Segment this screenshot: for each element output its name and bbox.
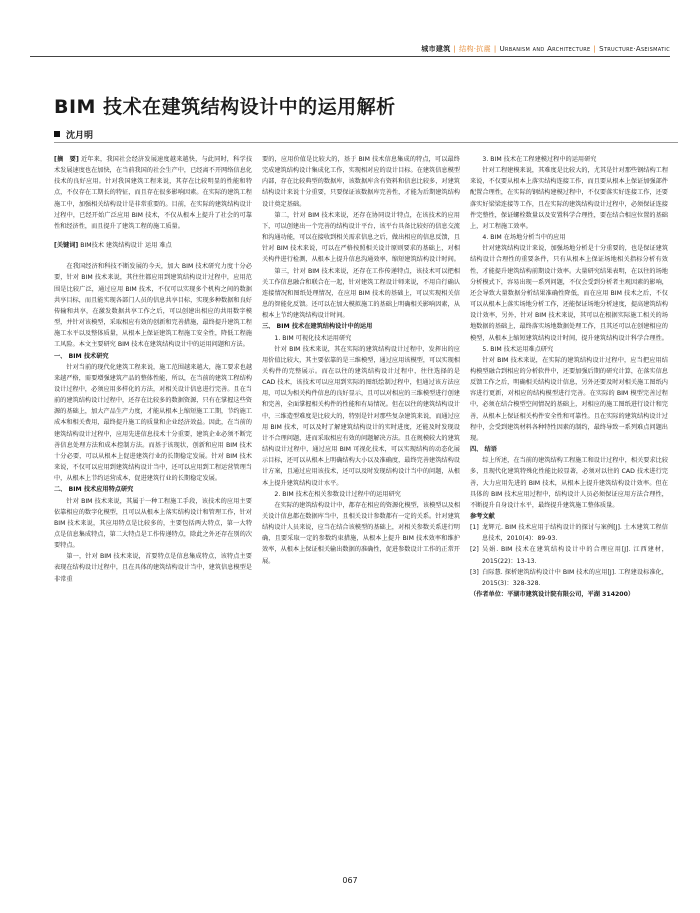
section-heading: 二、 BIM 技术应用特点研究 — [54, 486, 134, 494]
square-bullet-icon — [54, 131, 60, 137]
paragraph: 综上所述，在当前的建筑结构工程施工和设计过程中，相关要求比较多，且现代化建筑特殊化性能比较显著，必须对以往的 CAD 技术进行完善，大力应用先进的 BIM 技术，从根本上提升建筑结构设计效率。但在具体的 BIM 技术应用过程中，结构设计人员必须保证应用方法合理性，不断提升自身设计水平，最终提升建筑施工整体质量。 — [470, 457, 669, 509]
keywords — [54, 240, 252, 251]
article-title: BIM 技术在建筑结构设计中的运用解析 — [54, 96, 396, 118]
reference-item — [470, 544, 668, 566]
author-name: 沈月明 — [66, 131, 94, 141]
subsection-heading: 5. BIM 技术运用难点研究 — [482, 345, 554, 353]
reference-item — [470, 522, 668, 544]
column-2 — [262, 154, 460, 567]
reference-item — [470, 567, 668, 589]
header-rule — [30, 56, 670, 57]
reference-text: 吴娟. BIM 技术在建筑结构设计中的合理应用[J]. 江西建材，2015(22)：13-13. — [482, 546, 668, 565]
column-1-body — [54, 261, 252, 585]
paragraph: 针对当前的现代化建筑工程来说，施工范围越来越大，施工要求也越来越严格，需要增强建筑产品的整体性能，所以，在当前的建筑工程结构设计过程中，必须应用多样化的方法，对相关设计信息进行完善。且在当前的建筑结构设计过程中，还存在比较多的数据资源，只有在掌握这些资源的基础上，加大产品生产力度，才能从根本上缩短施工工期，节约施工成本和相关费用，最终提升施工的质量和企业经济效益。因此，在当前的建筑结构设计过程中，应用先进信息技术十分重要，建筑企业必须不断完善信息处理方法和成本控制方法。而基于该现状，创新和应用 BIM 技术十分必要，可以从根本上促进建筑行业的长期稳定发展。针对 BIM 技术来说，不仅可以应用到建筑结构设计当中，还可以应用到工程运营管理当中，从根本上节约运营成本，促进建筑行业的长期稳定发展。 — [54, 363, 253, 483]
paragraph: 针对 BIM 技术来说，其属于一种工程施工手段，该技术的应用主要依靠相应的数字化模型，且可以从根本上落实结构设计和管理工作，针对 BIM 技术来说，其应用特点是比较多的，主要包括两大特点，第一大特点是信息集成特点，第二大特点是工作传递特点，除此之外还存在别的次要特点。 — [54, 497, 252, 550]
abstract-tag: [摘 要] — [54, 156, 79, 163]
keywords-tag: [关键词] — [54, 242, 79, 250]
author-line — [54, 128, 93, 141]
page-number: 067 — [342, 876, 358, 885]
subsection-heading: 2. BIM 技术在相关参数设计过程中的运用研究 — [274, 490, 401, 498]
reference-text: 龙辉元. BIM 技术应用于结构设计的探讨与案例[J]. 土木建筑工程信息技术，2010(4)：89-93. — [482, 524, 668, 543]
abstract-text: 近年来，我国社会经济发展速度越来越快，与此同时，科学技术发展速度也在加快，在当前我国的社会生产中，已经离不开网络信息化技术的良好应用。针对我国建筑工程来说，其存在比较明显的性能和特点，不仅存在工期长的特征，而且存在很多影响因素。在实际的建筑工程施工中，加强相关结构设计是非常重要的。目前，在实际的建筑结构设计过程中，已经开始广泛应用 BIM 技术，不仅从根本上提升了社会的可靠性和经济性，而且提升了建筑工程的施工质量。 — [54, 156, 253, 230]
reference-number: [1] — [470, 524, 479, 532]
subsection-heading: 3. BIM 技术在工程建模过程中的运用研究 — [482, 156, 597, 163]
section-category: 结构·抗震 — [459, 45, 491, 53]
abstract — [54, 154, 252, 232]
running-header: 城市建筑 | 结构·抗震 | Urbanism and Architecture | Structure·Aseismatic — [421, 45, 670, 53]
reference-number: [2] — [470, 546, 479, 554]
column-2-body — [262, 154, 460, 567]
subsection-heading: 1. BIM 可视化技术运用研究 — [274, 334, 352, 342]
paragraph: 第二，针对 BIM 技术来说，还存在协同设计特点，在该技术的应用下，可以创建出一个完善的结构设计平台，该平台具备比较好的信息交流和沟通功能，可以在接收到相关需求信息之后，做出相应的信息反馈，且针对 BIM 技术来说，可以在严格按照相关设计原则要求的基础上，对相关构件进行检测，从根本上提升信息沟通效率，缩短建筑结构设计时间。 — [262, 211, 460, 264]
section-heading: 四、 结语 — [470, 446, 497, 454]
paragraph: 针对建筑结构设计来说，加强场地分析是十分重要的，也是保证建筑结构设计合理性的重要条件，只有从根本上保证场地相关指标分析有效性，才能提升建筑结构前期设计效率。大量研究结果表明，在以往的场地分析模式下，容易出现一系列问题，不仅会受到分析者主观因素的影响，还会导致大量数据分析结果准确性降低，而在应用 BIM 技术之后，不仅可以从根本上落实场地分析工作，还能保证场地分析速度，提高建筑结构设计效率，另外，针对 BIM 技术来说，其可以在根据实际施工相关的场地数据的基础上，最终落实场地数据处理工作，且其还可以在创建相应的模型，从根本上缩短建筑结构设计时间，提升建筑结构设计科学合理性。 — [470, 245, 669, 342]
journal-name: 城市建筑 — [421, 45, 451, 53]
paragraph: 针对工程建模来说，其难度是比较大的，尤其是针对那些钢结构工程来说，不仅要从根本上落实结构连接工作，而且要从根本上保证加强部件配置合理性，在实际的钢结构建模过程中，不仅要落实好连接工作，还要落实好梁梁连接等工作，且在实际的建筑结构设计过程中，必须保证连接件完整性，保证螺栓数量以及安置科学合理性，要在结合相应位置的基础上，对工程施工效率。 — [470, 167, 669, 230]
paragraph: 在我国经济和科技不断发展的今天，加大 BIM 技术研究力度十分必要，针对 BIM 技术来说，其往往都应用到建筑结构设计过程中，应用范围是比较广泛，通过应用 BIM 技术，不仅可以实现多个机构之间的数据共享目标，而且能实现各部门人员的信息共享目标，实现多种数据和良好传输和共享，在激发数据共享工作之后，可以创建出相应的共用数字模型，并针对该模型，采取相应有效的创新和完善措施，最终提升建筑工程施工水平以及整体质量，从根本上保证建筑工程施工安全性，降低工程施工风险。本文主要研究 BIM 技术在建筑结构设计中的运用问题和方法。 — [54, 263, 252, 349]
paragraph: 第一，针对 BIM 技术来说，首要特点是信息集成特点，该特点主要表现在结构设计过程中，且在具体的建筑结构设计当中，建筑信息模型是非常重 — [54, 553, 252, 583]
paragraph: 针对 BIM 技术来说，在实际的建筑结构设计过程中，应当把应用结构模型融合到相应的分析软件中，还要加强后期的研究计算，在落实信息反馈工作之后，明确相关结构设计信息，另外还要及时对相关施工图纸内容进行更新，对相应的结构模型进行完善。在实际的 BIM 模型完善过程中，必须在结合模型空间情况的基础上，对相应的施工图纸进行设计和完善，从根本上保证相关构件安全性和可靠性。且在实际的建筑结构设计过程中，会受到建筑材料各种特性因素的制约，最终导致一系列难点问题出现。 — [470, 356, 668, 442]
paragraph: 第三，针对 BIM 技术来说，还存在工作传递特点，该技术可以把相关工作信息融合和联合在一起，针对建筑工程设计师来说，不用自行确认连接情况和图纸处理情况，在应用 BIM 技术的基础上，可以实现相关信息的智能化反馈。还可以在加大模拟施工的基础上明确相关影响因素，从根本上节约建筑结构设计时间。 — [262, 267, 460, 320]
paragraph: 针对 BIM 技术来说，其在实际的建筑结构设计过程中，发挥出的应用价值比较大，其主要依靠的是三维模型，通过应用该模型，可以实现相关构件的完整展示。而在以往的建筑结构设计过程中，往往选择的是 CAD 技术，该技术可以应用到实际的图纸绘制过程中，但通过该方法应用，可以为相关构件信息的良好显示，且可以对相应的三维模型进行创建和完善，全面掌握相关构件的性能和有局情况。但在以往的建筑结构设计中，三维造型难度是比较大的，特别是针对那些复杂建筑来说，而通过应用 BIM 技术，可以及时了解建筑结构设计的实时进度，还能及时发现设计不合理问题，进而采取相应有效的问题解决方法。且在规模较大的建筑结构设计过程中，通过应用 BIM 可视化技术，可以实现结构的动态化展示目标，还可以从根本上明确结构大小以及准确度，最终完善建筑结构设计方案，且通过应用该技术，还可以及时发现结构设计当中的问题，从根本上提升建筑结构设计水平。 — [262, 345, 460, 487]
reference-number: [3] — [470, 568, 479, 576]
author-rule — [54, 142, 678, 143]
paragraph: 在实际的建筑结构设计中，都存在相应的资源化模型，该模型以及相关设计信息都在数据库当中，且相关设计参数都有一定的关系。针对建筑结构设计人员来说，应当在结合该模型的基础上，对相关参数关系进行明确，且要采取一定的参数约束措施，从根本上提升 BIM 技术效率和维护效率，从根本上保证相关输出数据的准确性，促进参数设计工作的正常开展。 — [262, 501, 461, 565]
reference-text: 白际慧. 探析建筑结构设计中 BIM 技术的应用[J]. 工程建设标准化，2015(3)：328-328. — [482, 568, 668, 587]
paragraph: 要的，应用价值是比较大的，基于 BIM 技术信息集成的特点，可以最终完成建筑结构设计集成化工作，实现相对应的设计目标。在建筑信息模型内部，存在比较典型的数据库，该数据库含有资料和信息比较多，对建筑结构设计来说十分重要，只要保证该数据库完善性，才能为后期建筑结构设计奠定基础。 — [262, 156, 460, 208]
column-3 — [470, 154, 668, 600]
column-1 — [54, 154, 252, 585]
column-3-body — [470, 154, 668, 600]
section-heading: 参考文献 — [470, 513, 495, 520]
section-heading: 三、 BIM 技术在建筑结构设计中的运用 — [262, 323, 373, 331]
english-section-name: Structure·Aseismatic — [599, 45, 670, 53]
section-heading: 一、 BIM 技术研究 — [54, 352, 109, 360]
subsection-heading: 4. BIM 在场地分析当中的应用 — [482, 234, 566, 242]
author-affiliation: （作者单位：平湖市建筑设计院有限公司，平湖 314200） — [470, 591, 635, 599]
english-journal-name: Urbanism and Architecture — [499, 45, 591, 53]
keywords-text: BIM技术 建筑结构设计 运用 难点 — [80, 242, 172, 250]
